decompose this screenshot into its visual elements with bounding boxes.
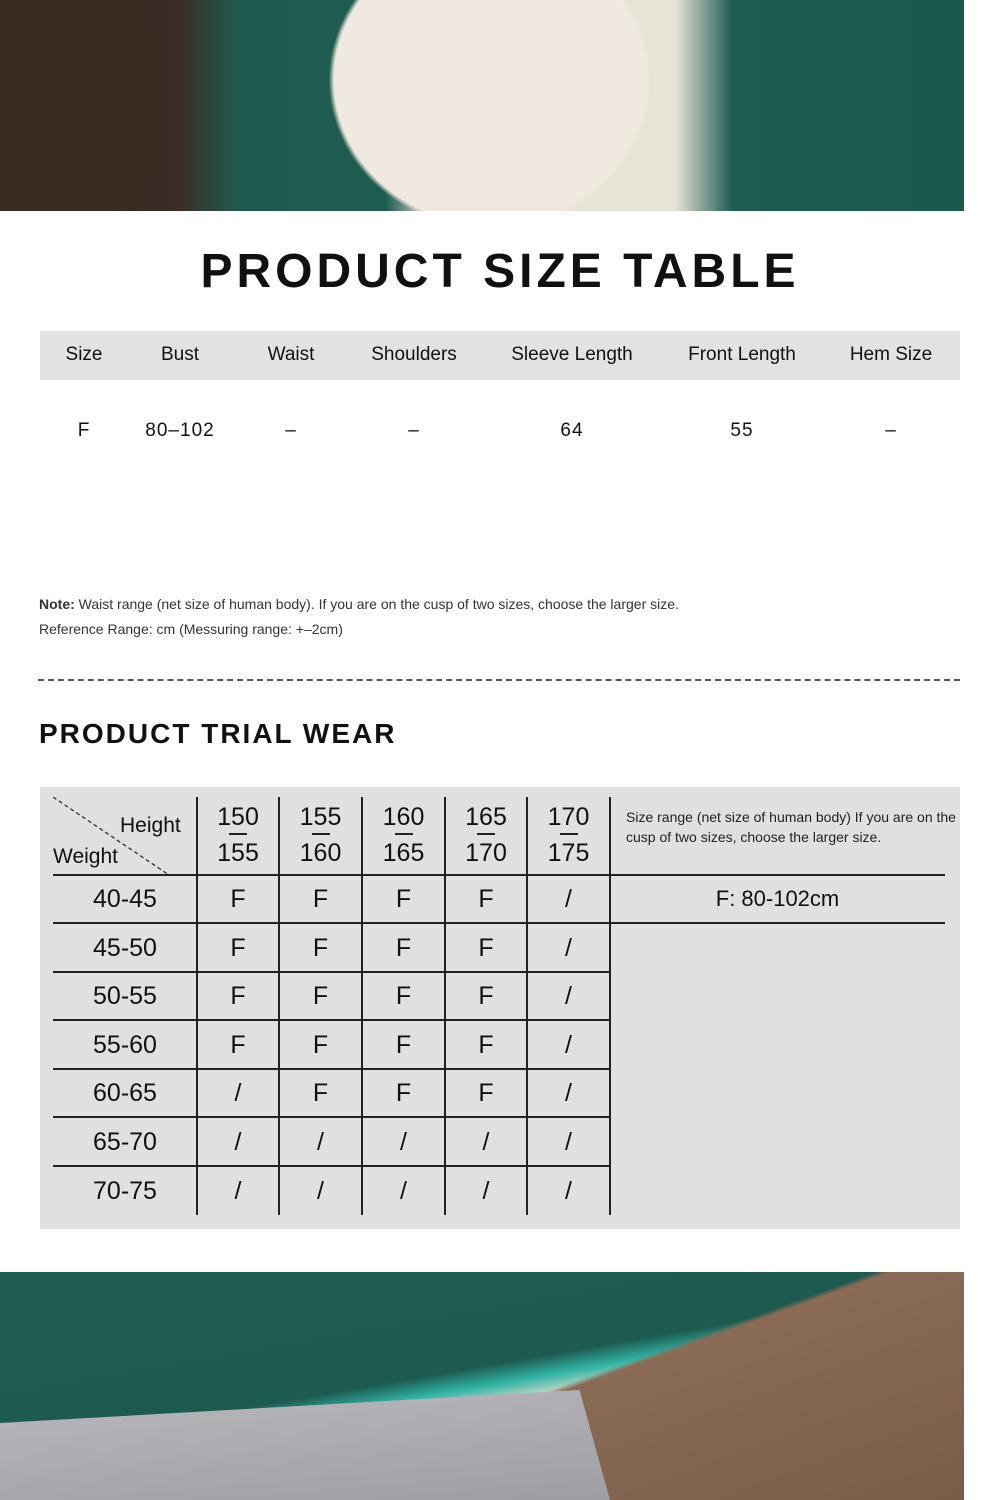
range-dash bbox=[477, 833, 495, 835]
height-from: 170 bbox=[547, 803, 590, 831]
grid-line bbox=[444, 797, 446, 1215]
size-value-cell: / bbox=[565, 933, 572, 962]
grid-line bbox=[609, 797, 611, 1215]
size-value-cell: F bbox=[395, 1030, 412, 1059]
height-to: 175 bbox=[547, 839, 590, 867]
size-cell: 64 bbox=[560, 420, 584, 441]
divider bbox=[38, 679, 960, 681]
size-header-cell: Waist bbox=[267, 344, 315, 365]
weight-cell: 45-50 bbox=[93, 933, 157, 962]
size-table-title: PRODUCT SIZE TABLE bbox=[200, 245, 800, 298]
trial-wear-title: PRODUCT TRIAL WEAR bbox=[39, 718, 397, 749]
size-value-cell: / bbox=[482, 1127, 490, 1156]
weight-cell: 55-60 bbox=[93, 1030, 157, 1059]
grid-line bbox=[526, 797, 528, 1215]
size-value-cell: / bbox=[317, 1176, 324, 1205]
size-value-cell: / bbox=[234, 1176, 242, 1205]
size-cell: 55 bbox=[730, 420, 754, 441]
size-value-cell: F bbox=[312, 885, 329, 913]
size-value-cell: / bbox=[565, 1079, 572, 1107]
weight-cell: 40-45 bbox=[93, 885, 157, 913]
size-value-cell: F bbox=[230, 933, 246, 962]
size-range: F: 80-102cm bbox=[715, 886, 840, 911]
size-value-cell: / bbox=[565, 1127, 572, 1156]
grid-line bbox=[278, 797, 280, 1215]
grid-line bbox=[361, 797, 363, 1215]
size-value-cell: F bbox=[312, 933, 329, 962]
size-value-cell: F bbox=[395, 982, 412, 1010]
size-value-cell: / bbox=[317, 1127, 324, 1156]
size-header-cell: Shoulders bbox=[371, 344, 457, 365]
size-value-cell: / bbox=[234, 1127, 242, 1156]
trial-wear-table bbox=[40, 787, 960, 1229]
size-cell: – bbox=[408, 420, 420, 441]
size-value-cell: / bbox=[565, 1030, 572, 1059]
size-value-cell: F bbox=[230, 1030, 246, 1059]
size-value-cell: F bbox=[478, 933, 494, 962]
weight-label: Weight bbox=[53, 845, 118, 868]
size-value-cell: F bbox=[395, 933, 412, 962]
grid-line bbox=[53, 922, 945, 924]
note-label: Note: bbox=[39, 596, 75, 612]
size-value-cell: / bbox=[565, 982, 572, 1010]
size-value-cell: F bbox=[230, 885, 246, 913]
size-value-cell: F bbox=[395, 1079, 412, 1107]
height-label: Height bbox=[120, 814, 181, 837]
height-to: 160 bbox=[299, 839, 342, 867]
size-header-cell: Sleeve Length bbox=[511, 344, 633, 365]
height-from: 160 bbox=[382, 803, 425, 831]
size-value-cell: / bbox=[400, 1176, 407, 1205]
range-dash bbox=[229, 833, 247, 835]
height-from: 150 bbox=[217, 803, 259, 831]
size-header-cell: Bust bbox=[160, 344, 200, 365]
height-from: 155 bbox=[299, 803, 342, 831]
size-value-cell: F bbox=[312, 982, 329, 1010]
product-photo-top bbox=[0, 0, 964, 211]
size-value-cell: F bbox=[478, 885, 494, 913]
size-cell: – bbox=[885, 420, 897, 441]
height-to: 155 bbox=[217, 839, 259, 867]
grid-line bbox=[53, 874, 945, 876]
size-header-cell: Front Length bbox=[688, 344, 796, 365]
size-value-cell: F bbox=[478, 1030, 494, 1059]
size-value-cell: / bbox=[400, 1127, 407, 1156]
size-cell: 80–102 bbox=[145, 420, 215, 441]
size-value-cell: F bbox=[478, 982, 494, 1010]
size-value-cell: / bbox=[565, 1176, 572, 1205]
reference-range: Reference Range: cm (Messuring range: +–2cm) bbox=[39, 621, 343, 637]
height-to: 170 bbox=[465, 839, 507, 867]
size-value-cell: / bbox=[482, 1176, 490, 1205]
height-from: 165 bbox=[465, 803, 507, 831]
size-value-cell: F bbox=[230, 982, 246, 1010]
size-header-cell: Size bbox=[65, 344, 103, 365]
size-value-cell: F bbox=[312, 1030, 329, 1059]
weight-cell: 65-70 bbox=[93, 1127, 157, 1156]
size-header-cell: Hem Size bbox=[849, 344, 933, 365]
range-dash bbox=[312, 833, 330, 835]
weight-cell: 50-55 bbox=[93, 982, 157, 1010]
grid-line bbox=[196, 797, 198, 1215]
note-text: Waist range (net size of human body). If you are on the cusp of two sizes, choose the larger size. bbox=[74, 596, 679, 612]
weight-cell: 70-75 bbox=[93, 1176, 157, 1205]
size-note bbox=[39, 596, 679, 612]
range-dash bbox=[395, 833, 413, 835]
size-cell: F bbox=[77, 420, 91, 441]
size-cell: – bbox=[285, 420, 297, 441]
side-note: Size range (net size of human body) If you are on the cusp of two sizes, choose the larger size. bbox=[626, 809, 956, 845]
height-to: 165 bbox=[382, 839, 425, 867]
size-value-cell: F bbox=[478, 1079, 494, 1107]
weight-cell: 60-65 bbox=[93, 1079, 157, 1107]
size-value-cell: F bbox=[312, 1079, 329, 1107]
range-dash bbox=[560, 833, 578, 835]
size-value-cell: F bbox=[395, 885, 412, 913]
size-value-cell: / bbox=[565, 885, 572, 913]
size-value-cell: / bbox=[234, 1079, 242, 1107]
